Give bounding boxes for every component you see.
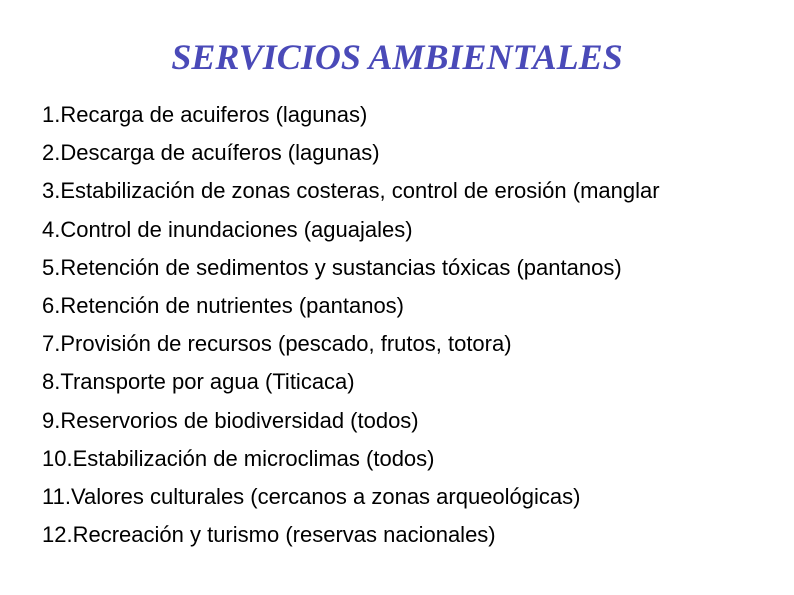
- list-item: 1.Recarga de acuiferos (lagunas): [42, 102, 368, 127]
- list-item: 5.Retención de sedimentos y sustancias tóxicas (pantanos): [42, 254, 622, 280]
- slide-title: SERVICIOS AMBIENTALES: [171, 37, 623, 77]
- list-item: 2.Descarga de acuíferos (lagunas): [42, 140, 380, 166]
- list-item: 8.Transporte por agua (Titicaca): [42, 369, 355, 395]
- list-item: 12.Recreación y turismo (reservas nacionales): [42, 522, 496, 548]
- list-item: 10.Estabilización de microclimas (todos): [42, 445, 435, 471]
- list-item: 3.Estabilización de zonas costeras, control de erosión (manglar: [42, 178, 660, 204]
- list-item: 6.Retención de nutrientes (pantanos): [42, 292, 405, 318]
- list-item: 7.Provisión de recursos (pescado, frutos, totora): [42, 331, 512, 357]
- list-item: 9.Reservorios de biodiversidad (todos): [42, 407, 419, 433]
- list-item: 4.Control de inundaciones (aguajales): [42, 216, 413, 242]
- services-list: [42, 96, 660, 554]
- list-item: 11.Valores culturales (cercanos a zonas arqueológicas): [42, 483, 581, 509]
